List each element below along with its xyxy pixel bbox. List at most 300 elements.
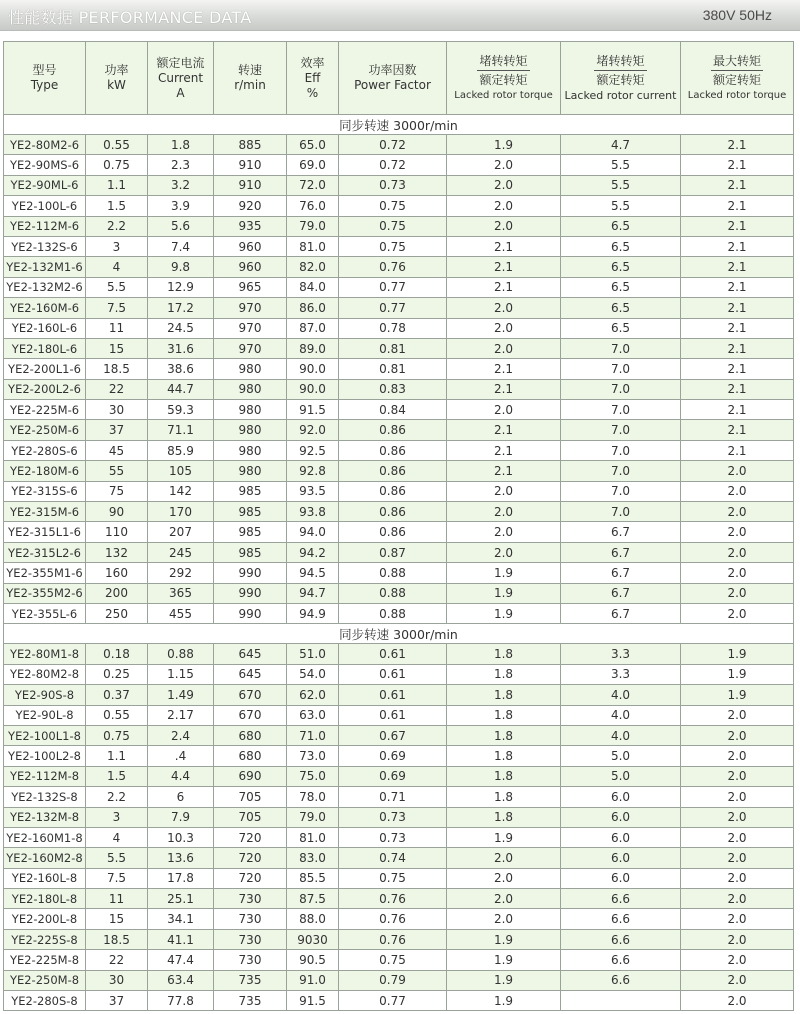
cell-power: 75: [86, 481, 148, 501]
cell-locked-rotor-torque: 2.0: [447, 318, 561, 338]
cell-power: 1.5: [86, 196, 148, 216]
cell-power: 30: [86, 970, 148, 990]
cell-type: YE2-132M-8: [4, 807, 86, 827]
header-line: [681, 54, 793, 73]
header-line: 额定转矩: [596, 72, 645, 87]
cell-current: 245: [148, 542, 214, 562]
cell-locked-rotor-current: 4.0: [561, 685, 681, 705]
cell-power-factor: 0.61: [339, 644, 447, 664]
table-row: [4, 807, 794, 827]
cell-power: 45: [86, 440, 148, 460]
cell-type: YE2-90MS-6: [4, 155, 86, 175]
cell-type: YE2-100L-6: [4, 196, 86, 216]
column-header-max-torque: [681, 42, 794, 115]
cell-type: YE2-225M-6: [4, 400, 86, 420]
cell-type: YE2-132S-6: [4, 236, 86, 256]
cell-locked-rotor-torque: 2.1: [447, 257, 561, 277]
cell-efficiency: 94.7: [287, 583, 339, 603]
cell-current: 142: [148, 481, 214, 501]
cell-max-torque: 2.1: [681, 318, 794, 338]
table-row: [4, 175, 794, 195]
cell-speed: 980: [214, 400, 287, 420]
cell-locked-rotor-torque: 2.0: [447, 542, 561, 562]
table-row: [4, 970, 794, 990]
sync-speed-label: 同步转速 3000r/min: [4, 115, 794, 135]
table-row: [4, 583, 794, 603]
cell-efficiency: 91.0: [287, 970, 339, 990]
cell-power: 5.5: [86, 848, 148, 868]
table-row: [4, 603, 794, 623]
cell-locked-rotor-torque: 2.1: [447, 277, 561, 297]
table-row: [4, 318, 794, 338]
cell-power: 22: [86, 379, 148, 399]
cell-efficiency: 81.0: [287, 827, 339, 847]
cell-speed: 965: [214, 277, 287, 297]
cell-type: YE2-112M-6: [4, 216, 86, 236]
cell-type: YE2-90S-8: [4, 685, 86, 705]
cell-speed: 960: [214, 257, 287, 277]
cell-max-torque: 2.0: [681, 848, 794, 868]
cell-power-factor: 0.73: [339, 807, 447, 827]
cell-max-torque: 2.0: [681, 542, 794, 562]
cell-efficiency: 94.5: [287, 563, 339, 583]
cell-power-factor: 0.77: [339, 991, 447, 1011]
cell-locked-rotor-torque: 2.1: [447, 461, 561, 481]
cell-current: 105: [148, 461, 214, 481]
cell-power-factor: 0.77: [339, 277, 447, 297]
header-fraction-top: 堵转转矩: [477, 54, 529, 71]
cell-power-factor: 0.76: [339, 257, 447, 277]
cell-power: 15: [86, 909, 148, 929]
cell-max-torque: 2.0: [681, 522, 794, 542]
cell-speed: 970: [214, 298, 287, 318]
cell-power-factor: 0.75: [339, 196, 447, 216]
table-row: [4, 889, 794, 909]
cell-type: YE2-355M2-6: [4, 583, 86, 603]
cell-speed: 990: [214, 583, 287, 603]
cell-current: 13.6: [148, 848, 214, 868]
cell-locked-rotor-current: 6.6: [561, 889, 681, 909]
section-header-row: [4, 624, 794, 644]
cell-locked-rotor-torque: 2.1: [447, 379, 561, 399]
cell-power-factor: 0.86: [339, 440, 447, 460]
cell-power: 0.55: [86, 705, 148, 725]
cell-max-torque: 1.9: [681, 644, 794, 664]
cell-locked-rotor-torque: 2.0: [447, 889, 561, 909]
table-row: [4, 400, 794, 420]
cell-locked-rotor-current: 6.6: [561, 929, 681, 949]
table-row: [4, 338, 794, 358]
table-body: [4, 115, 794, 1011]
cell-locked-rotor-torque: 1.8: [447, 766, 561, 786]
cell-locked-rotor-torque: 1.9: [447, 827, 561, 847]
cell-power: 90: [86, 502, 148, 522]
cell-power-factor: 0.75: [339, 868, 447, 888]
cell-efficiency: 63.0: [287, 705, 339, 725]
cell-speed: 645: [214, 664, 287, 684]
cell-locked-rotor-torque: 1.9: [447, 950, 561, 970]
table-header-row: [4, 42, 794, 115]
cell-type: YE2-280S-6: [4, 440, 86, 460]
cell-type: YE2-100L1-8: [4, 725, 86, 745]
cell-speed: 980: [214, 420, 287, 440]
cell-max-torque: 2.0: [681, 603, 794, 623]
cell-current: 77.8: [148, 991, 214, 1011]
cell-current: 5.6: [148, 216, 214, 236]
cell-power-factor: 0.71: [339, 787, 447, 807]
cell-max-torque: 2.1: [681, 379, 794, 399]
header-line: Power Factor: [354, 78, 431, 92]
cell-current: 2.4: [148, 725, 214, 745]
cell-power-factor: 0.67: [339, 725, 447, 745]
header-fraction-top: 堵转转矩: [594, 54, 646, 71]
cell-efficiency: 94.0: [287, 522, 339, 542]
cell-max-torque: 2.1: [681, 155, 794, 175]
cell-current: 9.8: [148, 257, 214, 277]
cell-power: 37: [86, 991, 148, 1011]
cell-max-torque: 2.0: [681, 705, 794, 725]
cell-power: 0.75: [86, 725, 148, 745]
cell-type: YE2-90ML-6: [4, 175, 86, 195]
cell-locked-rotor-current: 5.0: [561, 746, 681, 766]
cell-max-torque: 2.0: [681, 583, 794, 603]
cell-locked-rotor-torque: 1.8: [447, 807, 561, 827]
header-line: 效率: [300, 55, 325, 70]
cell-locked-rotor-torque: 2.0: [447, 522, 561, 542]
cell-speed: 670: [214, 685, 287, 705]
cell-speed: 720: [214, 868, 287, 888]
cell-max-torque: 2.0: [681, 929, 794, 949]
cell-efficiency: 90.0: [287, 379, 339, 399]
cell-power: 22: [86, 950, 148, 970]
cell-locked-rotor-current: 5.5: [561, 175, 681, 195]
cell-power-factor: 0.83: [339, 379, 447, 399]
cell-power: 4: [86, 827, 148, 847]
cell-locked-rotor-torque: 1.8: [447, 664, 561, 684]
cell-locked-rotor-torque: 2.0: [447, 868, 561, 888]
cell-locked-rotor-current: 5.0: [561, 766, 681, 786]
cell-type: YE2-250M-6: [4, 420, 86, 440]
header-line: r/min: [234, 78, 266, 92]
cell-speed: 980: [214, 359, 287, 379]
cell-max-torque: 2.1: [681, 440, 794, 460]
header-line: Eff: [304, 70, 321, 85]
cell-locked-rotor-current: 7.0: [561, 502, 681, 522]
table-row: [4, 766, 794, 786]
cell-power: 15: [86, 338, 148, 358]
cell-locked-rotor-current: 7.0: [561, 420, 681, 440]
column-header-current: [148, 42, 214, 115]
cell-speed: 970: [214, 318, 287, 338]
header-line: Current: [157, 70, 204, 85]
cell-efficiency: 90.0: [287, 359, 339, 379]
table-row: [4, 950, 794, 970]
table-row: [4, 522, 794, 542]
header-line: 功率因数: [368, 63, 417, 77]
cell-locked-rotor-torque: 1.8: [447, 705, 561, 725]
column-header-power-factor: [339, 42, 447, 115]
cell-current: 2.17: [148, 705, 214, 725]
cell-power-factor: 0.76: [339, 889, 447, 909]
cell-type: YE2-315L1-6: [4, 522, 86, 542]
cell-power-factor: 0.84: [339, 400, 447, 420]
cell-power-factor: 0.69: [339, 766, 447, 786]
cell-locked-rotor-current: 6.0: [561, 787, 681, 807]
cell-type: YE2-112M-8: [4, 766, 86, 786]
table-row: [4, 440, 794, 460]
cell-speed: 730: [214, 929, 287, 949]
cell-type: YE2-200L1-6: [4, 359, 86, 379]
table-row: [4, 542, 794, 562]
table-row: [4, 461, 794, 481]
cell-locked-rotor-current: 7.0: [561, 440, 681, 460]
cell-efficiency: 84.0: [287, 277, 339, 297]
cell-current: 7.9: [148, 807, 214, 827]
cell-type: YE2-132M1-6: [4, 257, 86, 277]
cell-power-factor: 0.72: [339, 155, 447, 175]
cell-power-factor: 0.61: [339, 664, 447, 684]
cell-speed: 705: [214, 787, 287, 807]
cell-current: 17.2: [148, 298, 214, 318]
cell-type: YE2-200L2-6: [4, 379, 86, 399]
cell-current: 17.8: [148, 868, 214, 888]
table-row: [4, 929, 794, 949]
cell-efficiency: 93.5: [287, 481, 339, 501]
table-row: [4, 848, 794, 868]
table-row: [4, 746, 794, 766]
table-row: [4, 277, 794, 297]
cell-max-torque: 2.0: [681, 889, 794, 909]
table-row: [4, 705, 794, 725]
cell-max-torque: 2.0: [681, 502, 794, 522]
cell-locked-rotor-current: 5.5: [561, 155, 681, 175]
cell-locked-rotor-current: 7.0: [561, 400, 681, 420]
table-row: [4, 909, 794, 929]
cell-locked-rotor-torque: 2.0: [447, 400, 561, 420]
cell-efficiency: 83.0: [287, 848, 339, 868]
cell-type: YE2-280S-8: [4, 991, 86, 1011]
cell-locked-rotor-current: 6.5: [561, 298, 681, 318]
cell-power-factor: 0.87: [339, 542, 447, 562]
cell-locked-rotor-current: 7.0: [561, 379, 681, 399]
cell-max-torque: 2.0: [681, 481, 794, 501]
header-line: 额定电流: [156, 55, 205, 70]
cell-efficiency: 90.5: [287, 950, 339, 970]
cell-type: YE2-225M-8: [4, 950, 86, 970]
cell-power-factor: 0.77: [339, 298, 447, 318]
cell-power: 2.2: [86, 216, 148, 236]
table-row: [4, 135, 794, 155]
table-row: [4, 725, 794, 745]
cell-max-torque: 2.0: [681, 725, 794, 745]
cell-max-torque: 2.0: [681, 868, 794, 888]
cell-power-factor: 0.86: [339, 522, 447, 542]
cell-speed: 980: [214, 379, 287, 399]
cell-efficiency: 91.5: [287, 400, 339, 420]
cell-current: 59.3: [148, 400, 214, 420]
cell-efficiency: 69.0: [287, 155, 339, 175]
table-row: [4, 257, 794, 277]
cell-type: YE2-132S-8: [4, 787, 86, 807]
column-header-locked-rotor-current: [561, 42, 681, 115]
table-row: [4, 155, 794, 175]
cell-current: 24.5: [148, 318, 214, 338]
cell-current: 44.7: [148, 379, 214, 399]
cell-speed: 980: [214, 440, 287, 460]
cell-locked-rotor-torque: 2.0: [447, 481, 561, 501]
cell-max-torque: 1.9: [681, 664, 794, 684]
cell-locked-rotor-current: 6.0: [561, 848, 681, 868]
cell-type: YE2-315M-6: [4, 502, 86, 522]
cell-locked-rotor-torque: 1.9: [447, 135, 561, 155]
cell-max-torque: 2.1: [681, 420, 794, 440]
cell-power: 18.5: [86, 359, 148, 379]
cell-efficiency: 88.0: [287, 909, 339, 929]
cell-current: 4.4: [148, 766, 214, 786]
cell-power-factor: 0.75: [339, 236, 447, 256]
table-row: [4, 563, 794, 583]
cell-type: YE2-160M2-8: [4, 848, 86, 868]
cell-power: 18.5: [86, 929, 148, 949]
header-line: [447, 54, 560, 73]
cell-locked-rotor-torque: 1.9: [447, 970, 561, 990]
cell-power-factor: 0.81: [339, 359, 447, 379]
header-line: 额定转矩: [712, 72, 761, 87]
cell-current: 3.2: [148, 175, 214, 195]
cell-type: YE2-180L-8: [4, 889, 86, 909]
cell-max-torque: 2.1: [681, 400, 794, 420]
cell-efficiency: 92.5: [287, 440, 339, 460]
cell-current: 1.8: [148, 135, 214, 155]
cell-locked-rotor-current: 7.0: [561, 481, 681, 501]
cell-power: 7.5: [86, 868, 148, 888]
cell-speed: 680: [214, 746, 287, 766]
cell-locked-rotor-current: 4.0: [561, 705, 681, 725]
cell-current: 2.3: [148, 155, 214, 175]
header-line: 型号: [32, 63, 57, 77]
cell-locked-rotor-current: [561, 991, 681, 1011]
cell-speed: 720: [214, 848, 287, 868]
cell-locked-rotor-torque: 2.0: [447, 502, 561, 522]
cell-locked-rotor-current: 7.0: [561, 338, 681, 358]
cell-power: 0.37: [86, 685, 148, 705]
cell-speed: 985: [214, 502, 287, 522]
cell-locked-rotor-current: 6.5: [561, 216, 681, 236]
cell-max-torque: 2.0: [681, 807, 794, 827]
cell-max-torque: 2.1: [681, 359, 794, 379]
cell-power-factor: 0.76: [339, 929, 447, 949]
cell-max-torque: 2.0: [681, 563, 794, 583]
cell-type: YE2-250M-8: [4, 970, 86, 990]
cell-max-torque: 2.1: [681, 175, 794, 195]
cell-locked-rotor-torque: 1.9: [447, 929, 561, 949]
cell-max-torque: 2.1: [681, 135, 794, 155]
cell-current: .4: [148, 746, 214, 766]
table-row: [4, 664, 794, 684]
cell-max-torque: 1.9: [681, 685, 794, 705]
cell-speed: 680: [214, 725, 287, 745]
cell-power: 1.1: [86, 175, 148, 195]
cell-current: 85.9: [148, 440, 214, 460]
cell-type: YE2-180M-6: [4, 461, 86, 481]
cell-type: YE2-315L2-6: [4, 542, 86, 562]
section-header-row: [4, 115, 794, 135]
cell-speed: 720: [214, 827, 287, 847]
cell-power: 55: [86, 461, 148, 481]
performance-table: [3, 41, 794, 1011]
cell-max-torque: 2.0: [681, 950, 794, 970]
cell-power: 4: [86, 257, 148, 277]
cell-current: 292: [148, 563, 214, 583]
cell-type: YE2-160M-6: [4, 298, 86, 318]
cell-efficiency: 54.0: [287, 664, 339, 684]
cell-current: 1.15: [148, 664, 214, 684]
cell-speed: 970: [214, 338, 287, 358]
cell-current: 170: [148, 502, 214, 522]
column-header-power: [86, 42, 148, 115]
cell-power-factor: 0.86: [339, 420, 447, 440]
cell-current: 3.9: [148, 196, 214, 216]
table-row: [4, 644, 794, 664]
cell-current: 47.4: [148, 950, 214, 970]
cell-efficiency: 93.8: [287, 502, 339, 522]
cell-efficiency: 75.0: [287, 766, 339, 786]
cell-power-factor: 0.86: [339, 461, 447, 481]
cell-current: 41.1: [148, 929, 214, 949]
cell-locked-rotor-torque: 1.9: [447, 583, 561, 603]
cell-efficiency: 82.0: [287, 257, 339, 277]
cell-type: YE2-355L-6: [4, 603, 86, 623]
cell-locked-rotor-current: 6.5: [561, 277, 681, 297]
cell-type: YE2-355M1-6: [4, 563, 86, 583]
cell-max-torque: 2.0: [681, 766, 794, 786]
header-line: A: [176, 85, 185, 100]
cell-max-torque: 2.1: [681, 257, 794, 277]
cell-speed: 885: [214, 135, 287, 155]
cell-type: YE2-180L-6: [4, 338, 86, 358]
cell-efficiency: 91.5: [287, 991, 339, 1011]
cell-efficiency: 86.0: [287, 298, 339, 318]
cell-power: 250: [86, 603, 148, 623]
cell-power-factor: 0.88: [339, 583, 447, 603]
cell-efficiency: 89.0: [287, 338, 339, 358]
cell-power-factor: 0.73: [339, 827, 447, 847]
cell-locked-rotor-torque: 2.0: [447, 909, 561, 929]
cell-power: 0.55: [86, 135, 148, 155]
cell-locked-rotor-current: 7.0: [561, 461, 681, 481]
column-header-speed: [214, 42, 287, 115]
cell-power-factor: 0.61: [339, 705, 447, 725]
cell-speed: 985: [214, 542, 287, 562]
cell-power: 7.5: [86, 298, 148, 318]
cell-power: 30: [86, 400, 148, 420]
cell-max-torque: 2.0: [681, 991, 794, 1011]
table-row: [4, 827, 794, 847]
cell-locked-rotor-current: 6.0: [561, 807, 681, 827]
cell-type: YE2-160L-8: [4, 868, 86, 888]
cell-power: 3: [86, 807, 148, 827]
cell-max-torque: 2.1: [681, 338, 794, 358]
cell-efficiency: 76.0: [287, 196, 339, 216]
cell-power: 0.18: [86, 644, 148, 664]
cell-efficiency: 72.0: [287, 175, 339, 195]
cell-locked-rotor-current: 7.0: [561, 359, 681, 379]
cell-power-factor: 0.79: [339, 970, 447, 990]
cell-current: 10.3: [148, 827, 214, 847]
cell-power-factor: 0.78: [339, 318, 447, 338]
cell-power-factor: 0.75: [339, 950, 447, 970]
header-fraction-top: 最大转矩: [711, 54, 763, 71]
